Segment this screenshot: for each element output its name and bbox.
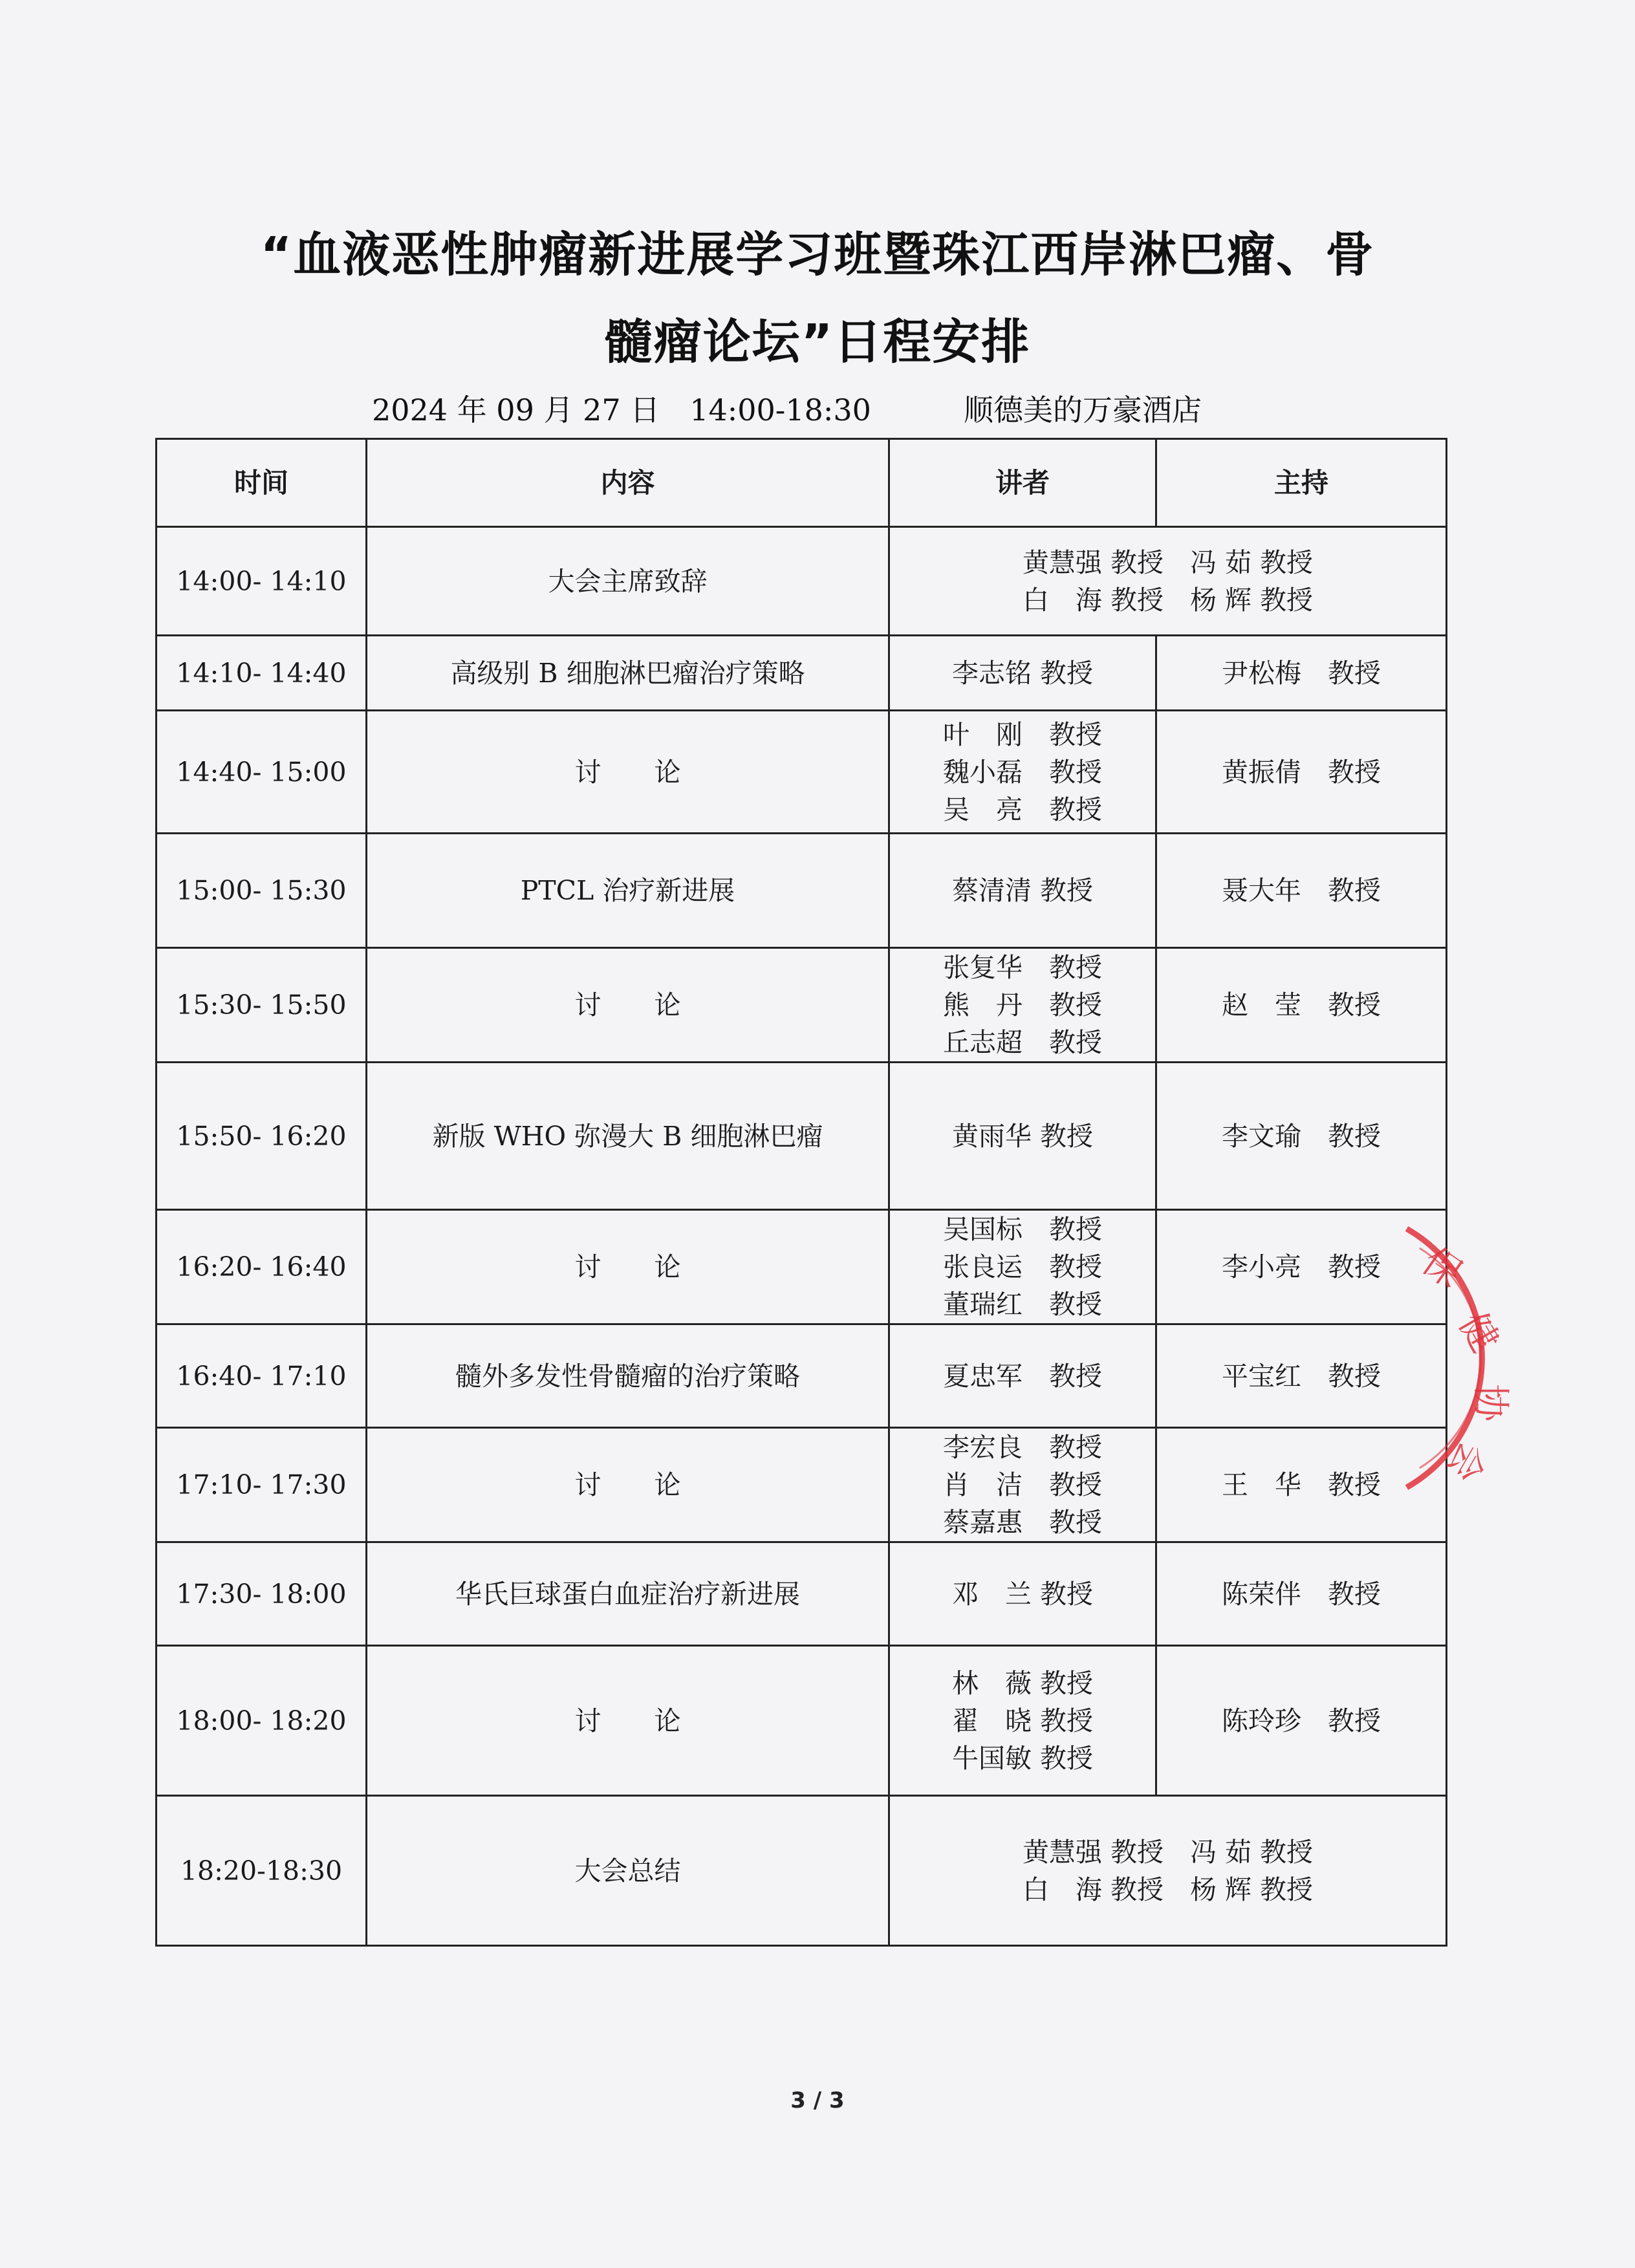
speaker-name: 黄雨华 教授	[951, 1120, 1094, 1152]
header-speaker: 讲者	[889, 439, 1156, 527]
event-date-time: 2024 年 09 月 27 日 14:00-18:30	[372, 393, 871, 427]
row-speakers	[889, 1646, 1156, 1796]
speaker-name: 夏忠军 教授	[943, 1360, 1102, 1392]
row-host: 尹松梅 教授	[1156, 636, 1447, 711]
row-time: 15:50- 16:20	[157, 1063, 367, 1210]
title-line-1: “血液恶性肿瘤新进展学习班暨珠江西岸淋巴瘤、骨	[260, 227, 1375, 283]
speaker-name: 蔡嘉惠 教授	[943, 1507, 1102, 1538]
table-row	[157, 711, 1447, 834]
row-host: 聂大年 教授	[1156, 834, 1447, 948]
speaker-name: 吴国标 教授	[943, 1214, 1102, 1245]
row-speakers	[889, 1210, 1156, 1324]
title-line-2: 髓瘤论坛”日程安排	[604, 314, 1031, 370]
row-time: 14:40- 15:00	[157, 711, 367, 834]
row-time: 16:20- 16:40	[157, 1210, 367, 1324]
row-content: 髓外多发性骨髓瘤的治疗策略	[367, 1324, 889, 1428]
row-time: 15:30- 15:50	[157, 948, 367, 1063]
speaker-name: 邓 兰 教授	[951, 1578, 1094, 1610]
svg-text:健: 健	[1450, 1305, 1508, 1360]
row-content: PTCL 治疗新进展	[367, 834, 889, 948]
row-time: 18:00- 18:20	[157, 1646, 367, 1796]
row-host: 李小亮 教授	[1156, 1210, 1447, 1324]
row-speakers	[889, 948, 1156, 1063]
row-speakers	[889, 1324, 1156, 1428]
row-content: 高级别 B 细胞淋巴瘤治疗策略	[367, 636, 889, 711]
header-content: 内容	[367, 439, 889, 527]
row-speakers	[889, 527, 1447, 636]
row-host: 王 华 教授	[1156, 1428, 1447, 1542]
row-host: 陈玲珍 教授	[1156, 1646, 1447, 1796]
row-speakers	[889, 636, 1156, 711]
header-host: 主持	[1156, 439, 1447, 527]
row-speakers	[889, 711, 1156, 834]
speaker-name: 牛国敏 教授	[951, 1742, 1094, 1774]
speaker-name: 蔡清清 教授	[951, 875, 1094, 906]
speaker-name: 黄慧强 教授 冯 茹 教授	[1022, 1836, 1314, 1868]
row-speakers	[889, 1428, 1156, 1542]
svg-text:会: 会	[1438, 1434, 1495, 1489]
table-row	[157, 1542, 1447, 1646]
speaker-name: 张复华 教授	[943, 952, 1102, 983]
row-content: 大会主席致辞	[367, 527, 889, 636]
row-time: 14:10- 14:40	[157, 636, 367, 711]
row-speakers	[889, 1542, 1156, 1646]
speaker-name: 白 海 教授 杨 辉 教授	[1022, 1874, 1314, 1905]
speaker-name: 董瑞红 教授	[943, 1289, 1102, 1320]
speaker-name: 李志铭 教授	[951, 657, 1094, 689]
schedule-table	[155, 438, 1447, 1947]
row-time: 17:30- 18:00	[157, 1542, 367, 1646]
table-row	[157, 1324, 1447, 1428]
row-speakers	[889, 1063, 1156, 1210]
speaker-name: 黄慧强 教授 冯 茹 教授	[1022, 546, 1314, 578]
row-host: 李文瑜 教授	[1156, 1063, 1447, 1210]
speaker-name: 魏小磊 教授	[943, 756, 1102, 788]
row-content: 讨 论	[367, 1428, 889, 1542]
table-row	[157, 1063, 1447, 1210]
row-speakers	[889, 834, 1156, 948]
speaker-name: 白 海 教授 杨 辉 教授	[1022, 584, 1314, 616]
header-row	[157, 439, 1447, 527]
row-content: 讨 论	[367, 1646, 889, 1796]
row-content: 新版 WHO 弥漫大 B 细胞淋巴瘤	[367, 1063, 889, 1210]
row-content: 讨 论	[367, 1210, 889, 1324]
table-row	[157, 948, 1447, 1063]
row-time: 18:20-18:30	[157, 1796, 367, 1946]
speaker-name: 翟 晓 教授	[951, 1705, 1094, 1736]
table-row	[157, 1796, 1447, 1946]
speaker-name: 熊 丹 教授	[943, 989, 1102, 1021]
speaker-name: 张良运 教授	[943, 1251, 1102, 1282]
event-venue: 顺德美的万豪酒店	[964, 393, 1202, 427]
speaker-name: 李宏良 教授	[943, 1432, 1102, 1463]
row-content: 大会总结	[367, 1796, 889, 1946]
row-content: 讨 论	[367, 948, 889, 1063]
table-row	[157, 1646, 1447, 1796]
speaker-name: 叶 刚 教授	[943, 718, 1102, 750]
row-time: 15:00- 15:30	[157, 834, 367, 948]
row-content: 讨 论	[367, 711, 889, 834]
speaker-name: 丘志超 教授	[943, 1027, 1102, 1058]
speaker-name: 林 薇 教授	[951, 1667, 1094, 1699]
speaker-name: 吴 亮 教授	[943, 794, 1102, 825]
speaker-name: 肖 洁 教授	[943, 1469, 1102, 1500]
row-host: 黄振倩 教授	[1156, 711, 1447, 834]
table-row	[157, 834, 1447, 948]
header-time: 时间	[157, 439, 367, 527]
row-host: 平宝红 教授	[1156, 1324, 1447, 1428]
table-row	[157, 527, 1447, 636]
table-row	[157, 1210, 1447, 1324]
svg-text:保: 保	[1414, 1238, 1471, 1297]
row-speakers	[889, 1796, 1447, 1946]
row-content: 华氏巨球蛋白血症治疗新进展	[367, 1542, 889, 1646]
schedule-body	[157, 527, 1447, 1946]
row-host: 陈荣伴 教授	[1156, 1542, 1447, 1646]
row-time: 14:00- 14:10	[157, 527, 367, 636]
svg-text:协: 协	[1469, 1384, 1513, 1422]
table-row	[157, 1428, 1447, 1542]
row-host: 赵 莹 教授	[1156, 948, 1447, 1063]
page-number: 3 / 3	[790, 2088, 845, 2113]
row-time: 17:10- 17:30	[157, 1428, 367, 1542]
table-row	[157, 636, 1447, 711]
row-time: 16:40- 17:10	[157, 1324, 367, 1428]
